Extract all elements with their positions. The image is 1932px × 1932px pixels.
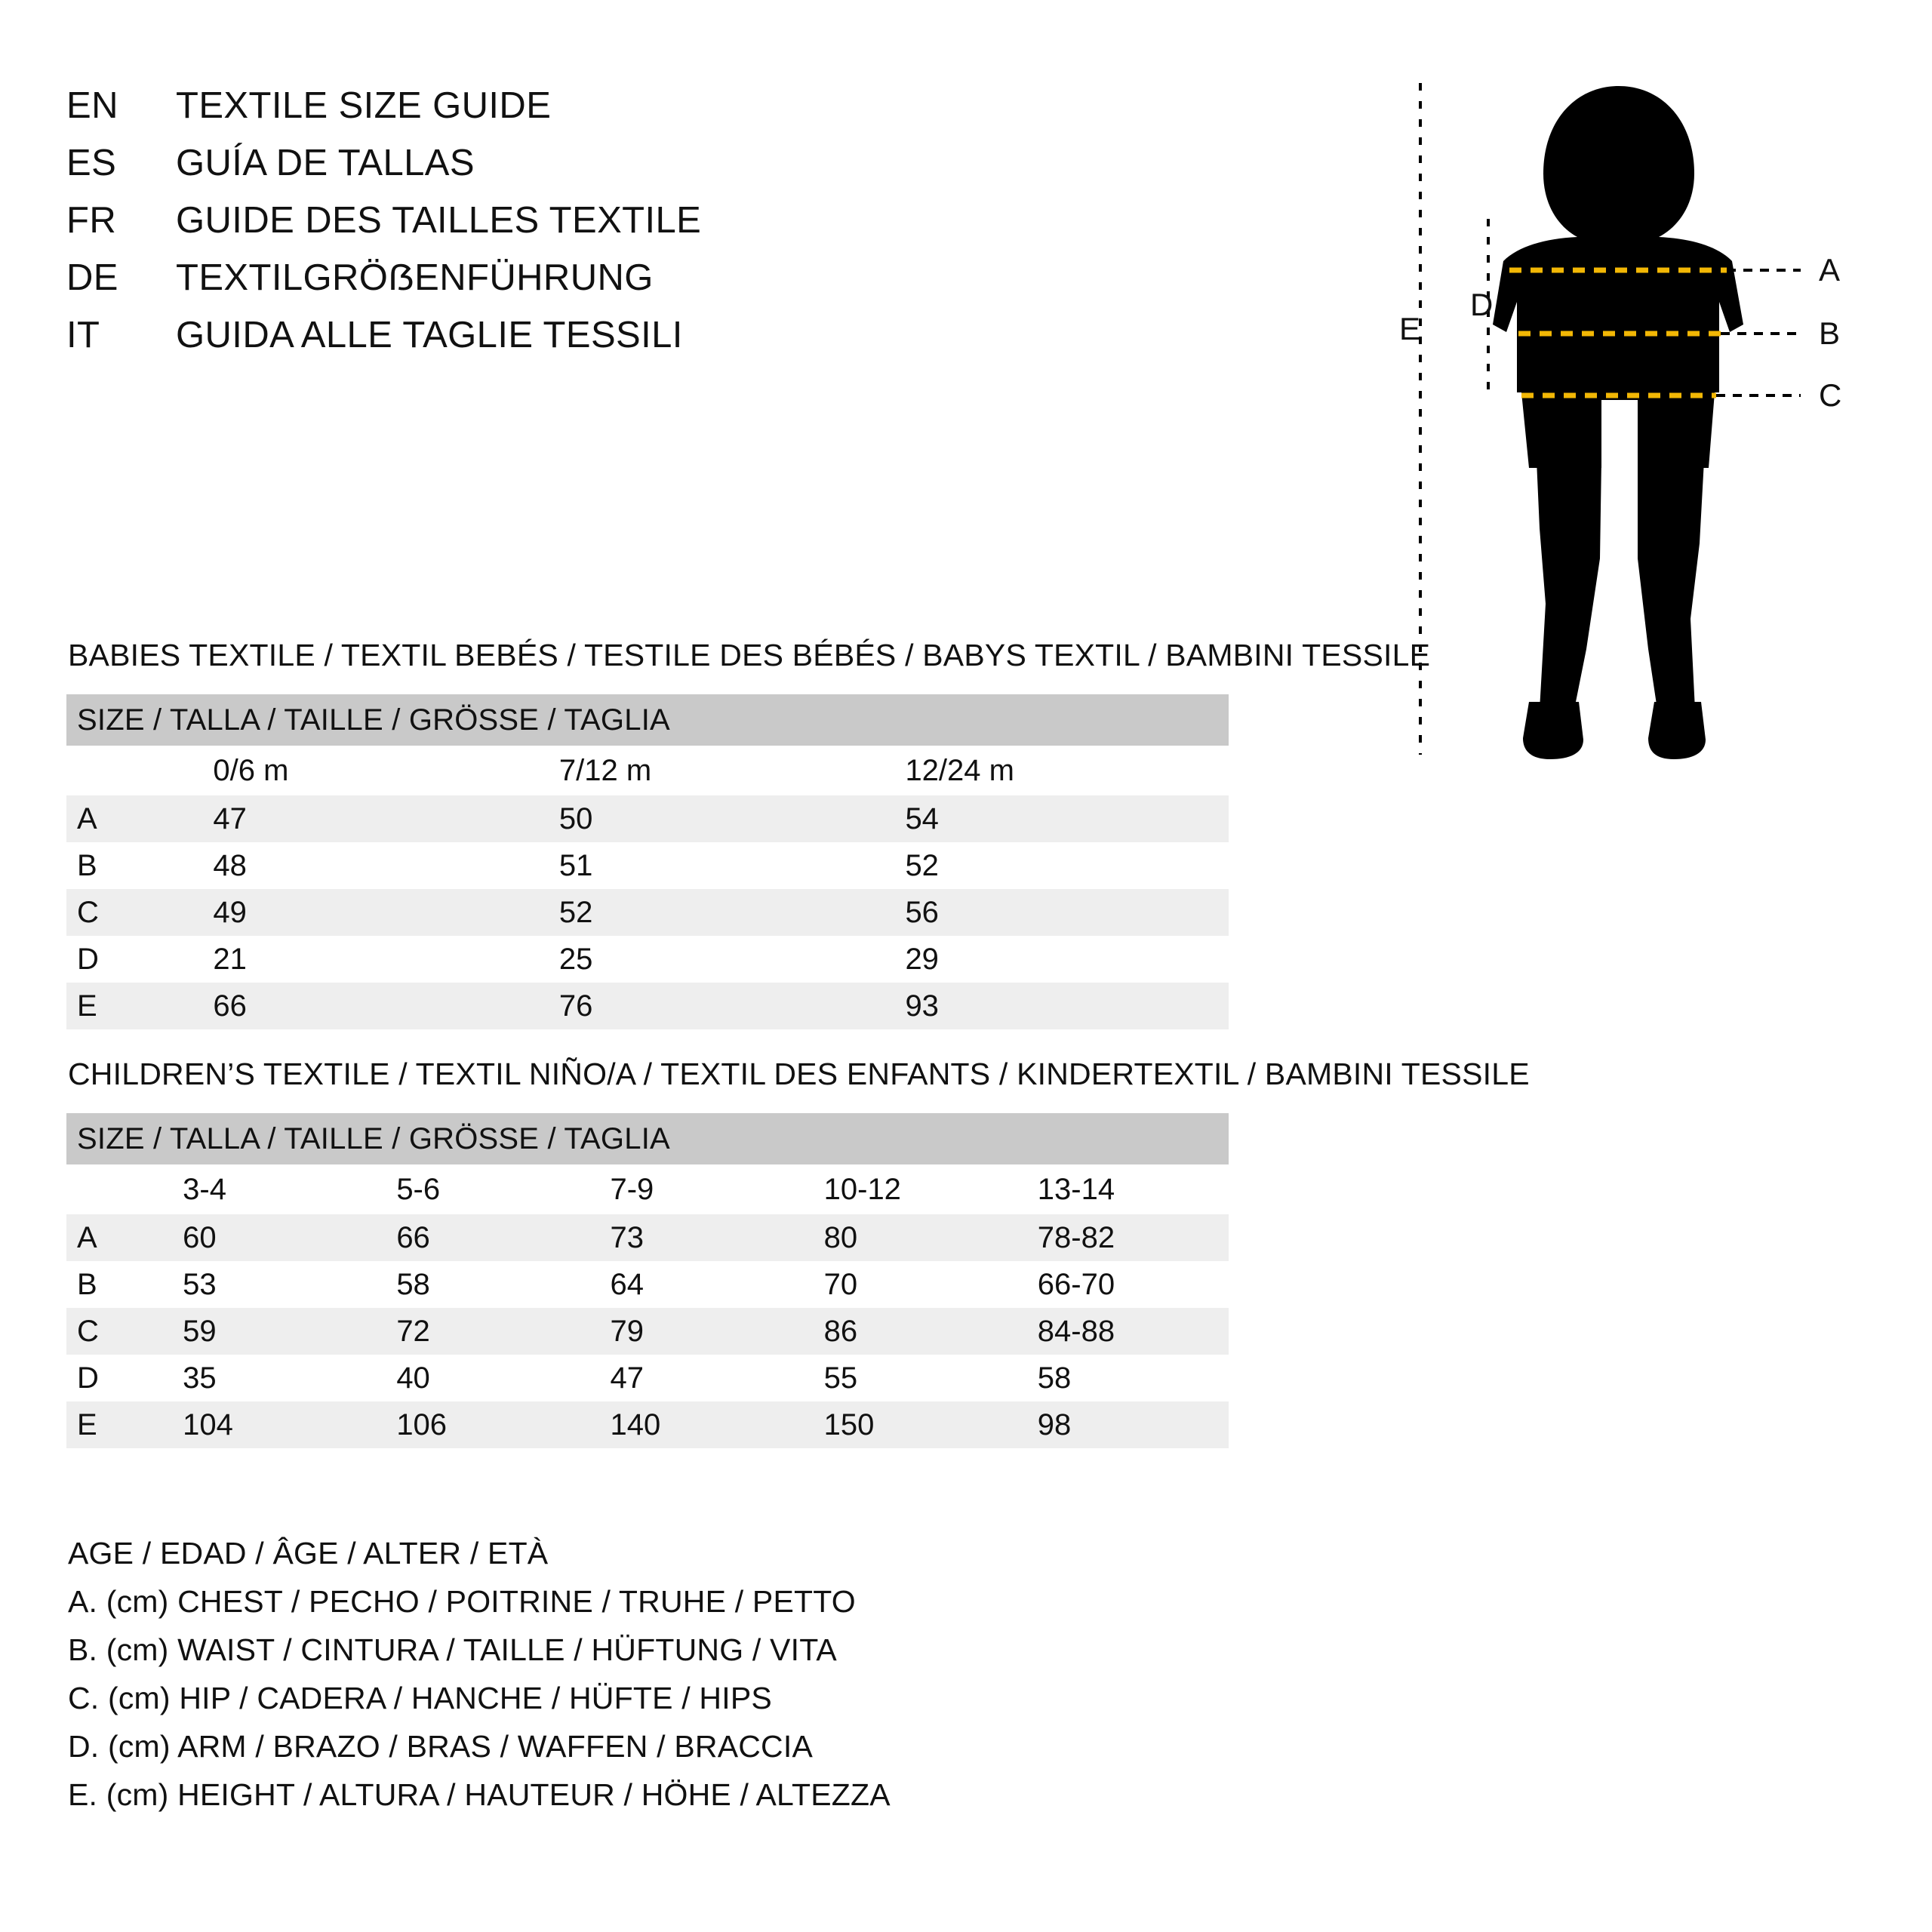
- babies-d-2: 29: [882, 936, 1229, 983]
- children-e-1: 106: [374, 1401, 587, 1448]
- children-table-header: SIZE / TALLA / TAILLE / GRÖSSE / TAGLIA: [66, 1113, 1229, 1164]
- figure-shoe-left: [1523, 702, 1583, 759]
- legend-chest: A. (cm) CHEST / PECHO / POITRINE / TRUHE / PETTO: [68, 1584, 856, 1619]
- children-b-4: 66-70: [1015, 1261, 1229, 1308]
- figure-shoe-right: [1648, 702, 1706, 759]
- babies-col-0: 0/6 m: [190, 746, 537, 795]
- figure-leg-right: [1638, 460, 1704, 709]
- children-col-2: 7-9: [587, 1164, 801, 1214]
- figure-torso: [1493, 237, 1743, 392]
- children-table-header-row: [66, 1113, 1229, 1164]
- marker-label-e: E: [1399, 311, 1421, 346]
- children-col-4: 13-14: [1015, 1164, 1229, 1214]
- language-text-it: GUIDA ALLE TAGLIE TESSILI: [176, 315, 683, 355]
- children-row-label-b: B: [66, 1261, 160, 1308]
- babies-table-column-row: [66, 746, 1229, 795]
- children-e-4: 98: [1015, 1401, 1229, 1448]
- table-row: [66, 795, 1229, 842]
- children-d-0: 35: [160, 1355, 374, 1401]
- table-row: [66, 1355, 1229, 1401]
- babies-table-header-row: [66, 694, 1229, 746]
- language-text-de: TEXTILGRÖẞENFÜHRUNG: [176, 257, 654, 298]
- language-title-block: [66, 85, 1349, 371]
- language-text-es: GUÍA DE TALLAS: [176, 143, 475, 183]
- children-b-3: 70: [801, 1261, 1015, 1308]
- babies-col-2: 12/24 m: [882, 746, 1229, 795]
- children-size-table: [66, 1113, 1229, 1448]
- legend-age: AGE / EDAD / ÂGE / ALTER / ETÀ: [68, 1536, 549, 1571]
- children-d-4: 58: [1015, 1355, 1229, 1401]
- babies-a-2: 54: [882, 795, 1229, 842]
- children-a-3: 80: [801, 1214, 1015, 1261]
- children-a-0: 60: [160, 1214, 374, 1261]
- language-code-de: DE: [66, 257, 118, 298]
- children-c-3: 86: [801, 1308, 1015, 1355]
- measurement-legend: [68, 1536, 1351, 1826]
- babies-c-2: 56: [882, 889, 1229, 936]
- babies-d-0: 21: [190, 936, 537, 983]
- children-b-1: 58: [374, 1261, 587, 1308]
- language-code-en: EN: [66, 85, 118, 126]
- babies-size-table: [66, 694, 1229, 1029]
- children-c-0: 59: [160, 1308, 374, 1355]
- language-row-fr: [66, 199, 1349, 257]
- babies-row-label-c: C: [66, 889, 190, 936]
- babies-row-label-e: E: [66, 983, 190, 1029]
- babies-c-1: 52: [537, 889, 883, 936]
- babies-col-corner: [66, 746, 190, 795]
- babies-col-1: 7/12 m: [537, 746, 883, 795]
- language-code-it: IT: [66, 315, 100, 355]
- babies-b-1: 51: [537, 842, 883, 889]
- marker-label-b: B: [1819, 315, 1841, 351]
- babies-section-title: BABIES TEXTILE / TEXTIL BEBÉS / TESTILE DES BÉBÉS / BABYS TEXTIL / BAMBINI TESSILE: [68, 638, 1431, 672]
- children-c-4: 84-88: [1015, 1308, 1229, 1355]
- babies-e-0: 66: [190, 983, 537, 1029]
- language-text-en: TEXTILE SIZE GUIDE: [176, 85, 552, 126]
- table-row: [66, 1214, 1229, 1261]
- babies-e-1: 76: [537, 983, 883, 1029]
- children-a-4: 78-82: [1015, 1214, 1229, 1261]
- children-e-0: 104: [160, 1401, 374, 1448]
- babies-d-1: 25: [537, 936, 883, 983]
- children-b-0: 53: [160, 1261, 374, 1308]
- language-row-en: [66, 85, 1349, 142]
- babies-table-header: SIZE / TALLA / TAILLE / GRÖSSE / TAGLIA: [66, 694, 1229, 746]
- marker-label-c: C: [1819, 377, 1842, 413]
- table-row: [66, 1261, 1229, 1308]
- children-section-title: CHILDREN’S TEXTILE / TEXTIL NIÑO/A / TEXTIL DES ENFANTS / KINDERTEXTIL / BAMBINI TESSILE: [68, 1057, 1530, 1091]
- table-row: [66, 936, 1229, 983]
- language-row-de: [66, 257, 1349, 314]
- table-row: [66, 1308, 1229, 1355]
- legend-hip: C. (cm) HIP / CADERA / HANCHE / HÜFTE / HIPS: [68, 1681, 772, 1715]
- babies-row-label-a: A: [66, 795, 190, 842]
- marker-label-a: A: [1819, 252, 1841, 288]
- table-row: [66, 1401, 1229, 1448]
- babies-row-label-b: B: [66, 842, 190, 889]
- measurement-figure: [1389, 75, 1872, 777]
- children-c-1: 72: [374, 1308, 587, 1355]
- children-row-label-a: A: [66, 1214, 160, 1261]
- children-table-column-row: [66, 1164, 1229, 1214]
- children-c-2: 79: [587, 1308, 801, 1355]
- children-col-0: 3-4: [160, 1164, 374, 1214]
- language-code-es: ES: [66, 143, 117, 183]
- legend-arm: D. (cm) ARM / BRAZO / BRAS / WAFFEN / BRACCIA: [68, 1729, 813, 1764]
- children-d-1: 40: [374, 1355, 587, 1401]
- language-text-fr: GUIDE DES TAILLES TEXTILE: [176, 200, 702, 241]
- babies-row-label-d: D: [66, 936, 190, 983]
- babies-a-1: 50: [537, 795, 883, 842]
- marker-label-d: D: [1470, 287, 1494, 322]
- table-row: [66, 983, 1229, 1029]
- figure-head: [1543, 86, 1694, 237]
- children-d-2: 47: [587, 1355, 801, 1401]
- babies-b-2: 52: [882, 842, 1229, 889]
- table-row: [66, 889, 1229, 936]
- figure-shorts: [1521, 392, 1715, 468]
- children-b-2: 64: [587, 1261, 801, 1308]
- children-a-2: 73: [587, 1214, 801, 1261]
- babies-c-0: 49: [190, 889, 537, 936]
- children-col-corner: [66, 1164, 160, 1214]
- legend-height: E. (cm) HEIGHT / ALTURA / HAUTEUR / HÖHE / ALTEZZA: [68, 1777, 891, 1812]
- children-row-label-d: D: [66, 1355, 160, 1401]
- children-col-3: 10-12: [801, 1164, 1015, 1214]
- language-code-fr: FR: [66, 200, 117, 241]
- language-row-es: [66, 142, 1349, 199]
- figure-leg-left: [1537, 460, 1601, 709]
- children-row-label-e: E: [66, 1401, 160, 1448]
- children-col-1: 5-6: [374, 1164, 587, 1214]
- children-d-3: 55: [801, 1355, 1015, 1401]
- children-e-2: 140: [587, 1401, 801, 1448]
- babies-a-0: 47: [190, 795, 537, 842]
- legend-waist: B. (cm) WAIST / CINTURA / TAILLE / HÜFTUNG / VITA: [68, 1632, 837, 1667]
- language-row-it: [66, 314, 1349, 371]
- babies-e-2: 93: [882, 983, 1229, 1029]
- children-a-1: 66: [374, 1214, 587, 1261]
- table-row: [66, 842, 1229, 889]
- babies-b-0: 48: [190, 842, 537, 889]
- children-e-3: 150: [801, 1401, 1015, 1448]
- children-row-label-c: C: [66, 1308, 160, 1355]
